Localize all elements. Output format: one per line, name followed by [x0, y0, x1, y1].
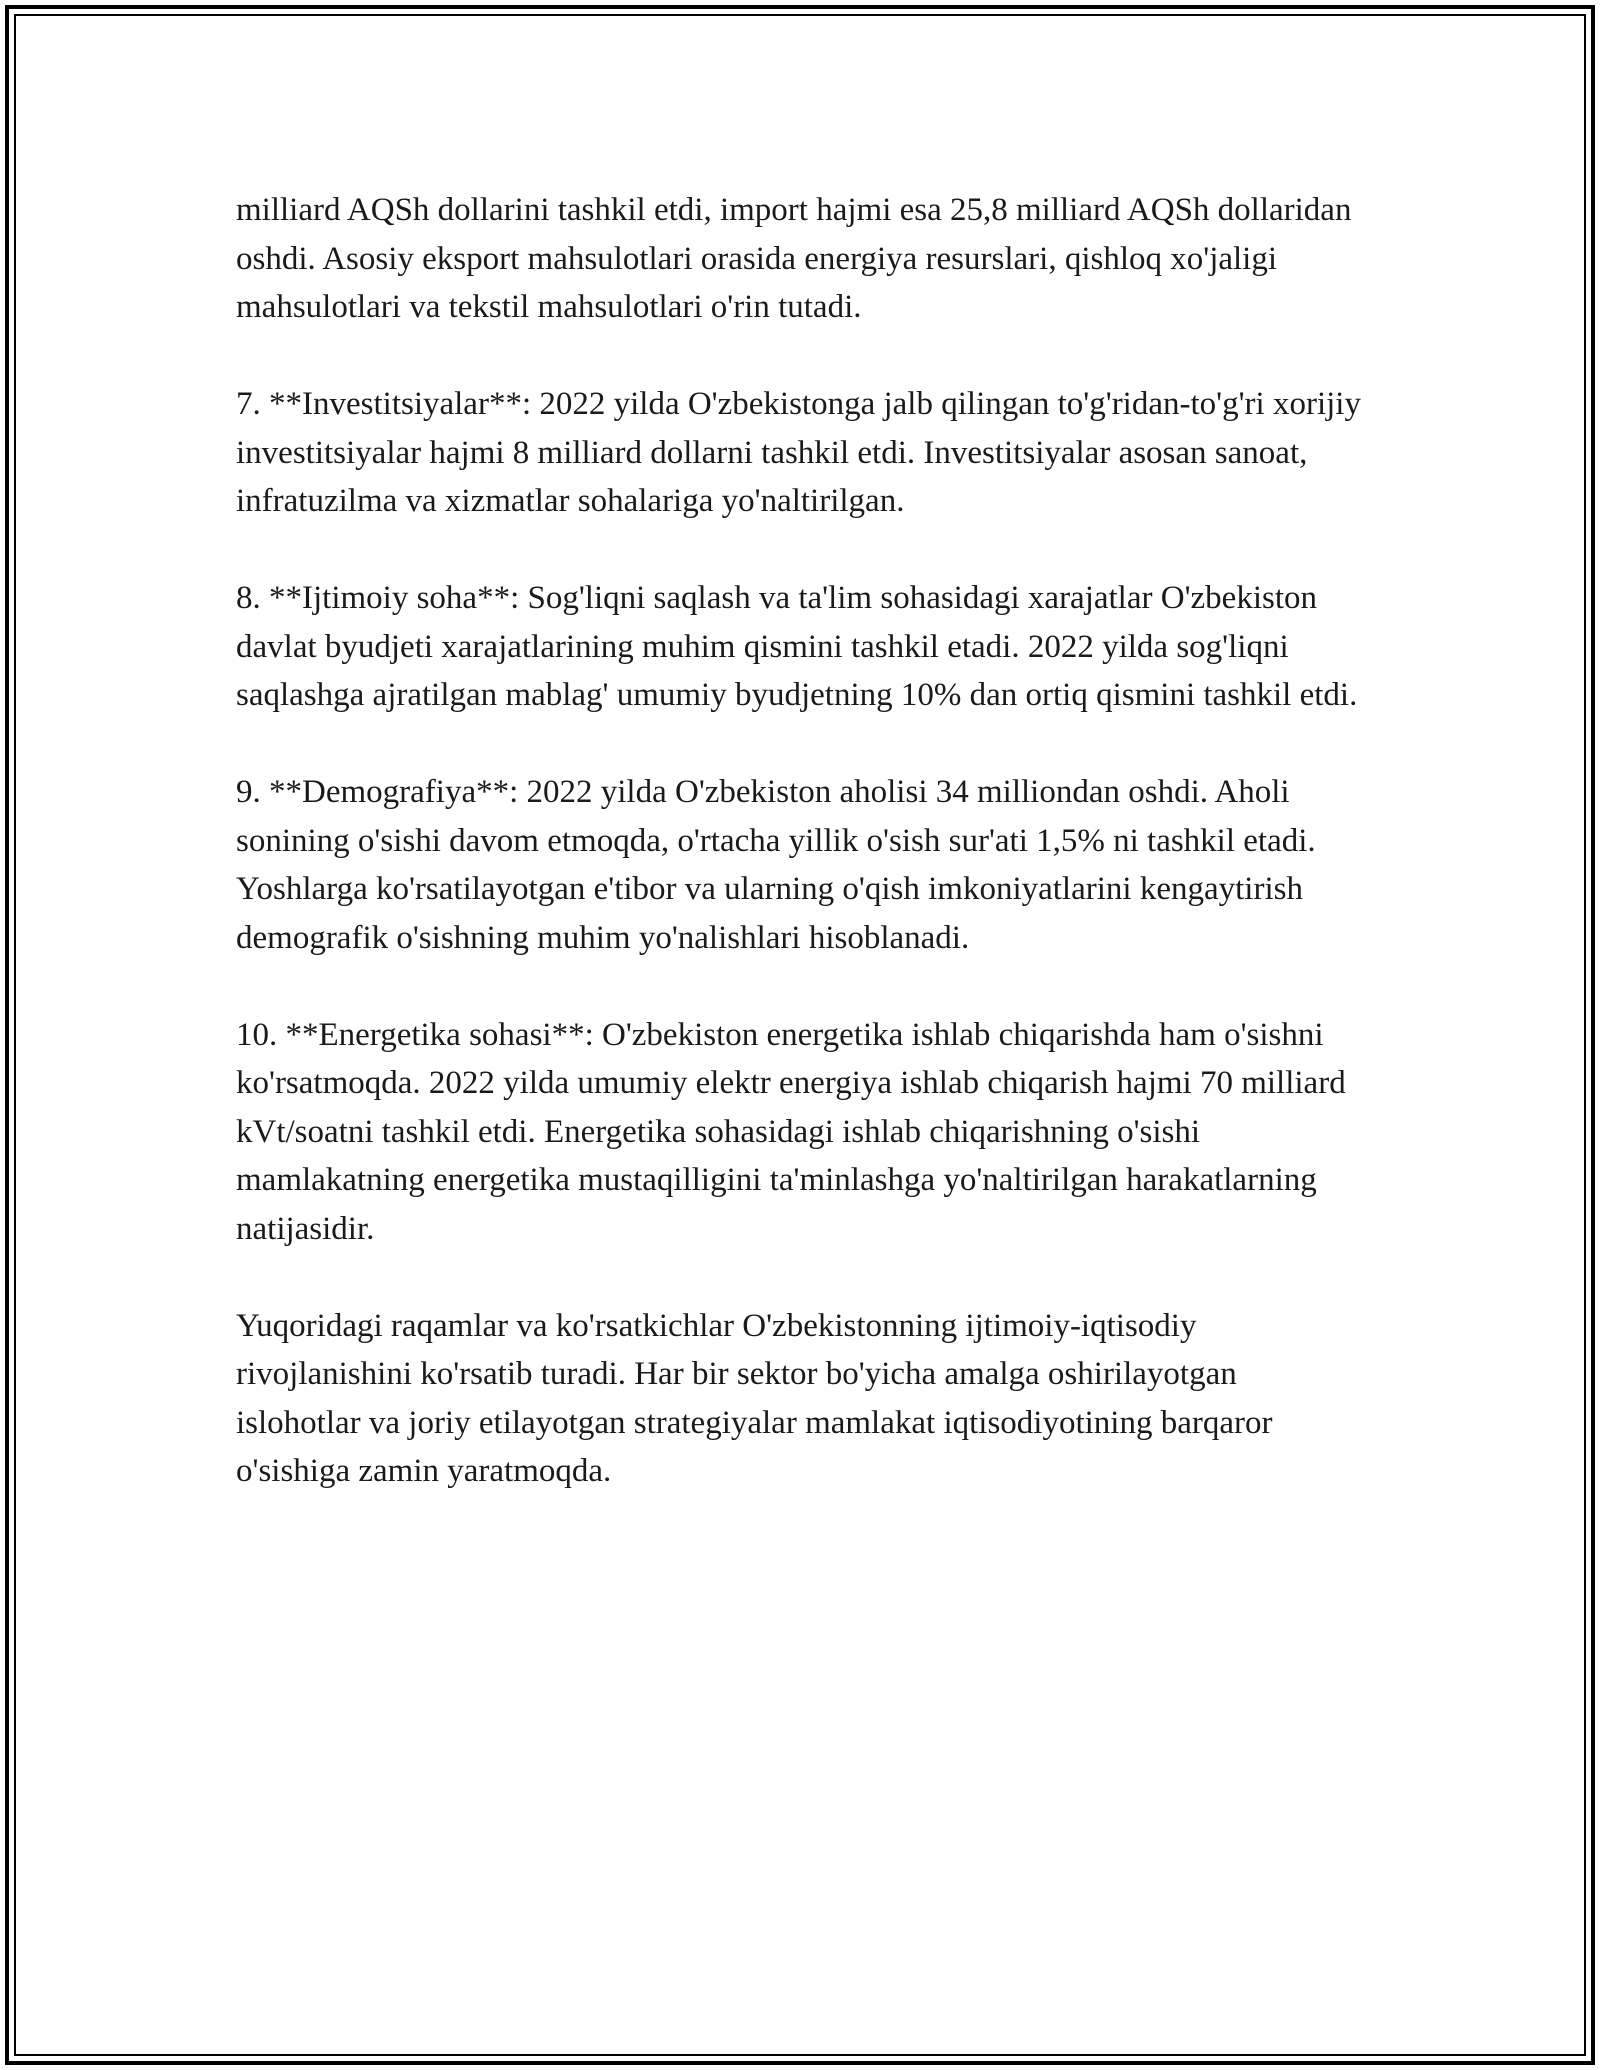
paragraph-trade-continued: milliard AQSh dollarini tashkil etdi, import hajmi esa 25,8 milliard AQSh dollaridan oshdi. Asosiy eksport mahsulotlari orasida energiya resurslari, qishloq xo'jaligi mahsulotlari va tekstil mahsulotlari o'rin tutadi. — [236, 192, 1352, 325]
paragraph-investments: 7. **Investitsiyalar**: 2022 yilda O'zbekistonga jalb qilingan to'g'ridan-to'g'ri xorijiy investitsiyalar hajmi 8 milliard dollarni tashkil etdi. Investitsiyalar asosan sanoat, infratuzilma va xizmatlar sohalariga yo'naltirilgan. — [236, 386, 1361, 519]
document-body — [236, 186, 1366, 1544]
paragraph-energy-sector: 10. **Energetika sohasi**: O'zbekiston energetika ishlab chiqarishda ham o'sishni ko'rsatmoqda. 2022 yilda umumiy elektr energiya ishlab chiqarish hajmi 70 milliard kVt/soatni tashkil etdi. Energetika sohasidagi ishlab chiqarishning o'sishi mamlakatning energetika mustaqilligini ta'minlashga yo'naltirilgan harakatlarning natijasidir. — [236, 1016, 1346, 1247]
paragraph-conclusion: Yuqoridagi raqamlar va ko'rsatkichlar O'zbekistonning ijtimoiy-iqtisodiy rivojlanishini ko'rsatib turadi. Har bir sektor bo'yicha amalga oshirilayotgan islohotlar va joriy etilayotgan strategiyalar mamlakat iqtisodiyotining barqaror o'sishiga zamin yaratmoqda. — [236, 1307, 1273, 1489]
paragraph-demography: 9. **Demografiya**: 2022 yilda O'zbekiston aholisi 34 milliondan oshdi. Aholi sonining o'sishi davom etmoqda, o'rtacha yillik o'sish sur'ati 1,5% ni tashkil etadi. Yoshlarga ko'rsatilayotgan e'tibor va ularning o'qish imkoniyatlarini kengaytirish demografik o'sishning muhim yo'nalishlari hisoblanadi. — [236, 774, 1316, 956]
paragraph-social-sector: 8. **Ijtimoiy soha**: Sog'liqni saqlash va ta'lim sohasidagi xarajatlar O'zbekiston davlat byudjeti xarajatlarining muhim qismini tashkil etadi. 2022 yilda sog'liqni saqlashga ajratilgan mablag' umumiy byudjetning 10% dan ortiq qismini tashkil etdi. — [236, 580, 1358, 713]
